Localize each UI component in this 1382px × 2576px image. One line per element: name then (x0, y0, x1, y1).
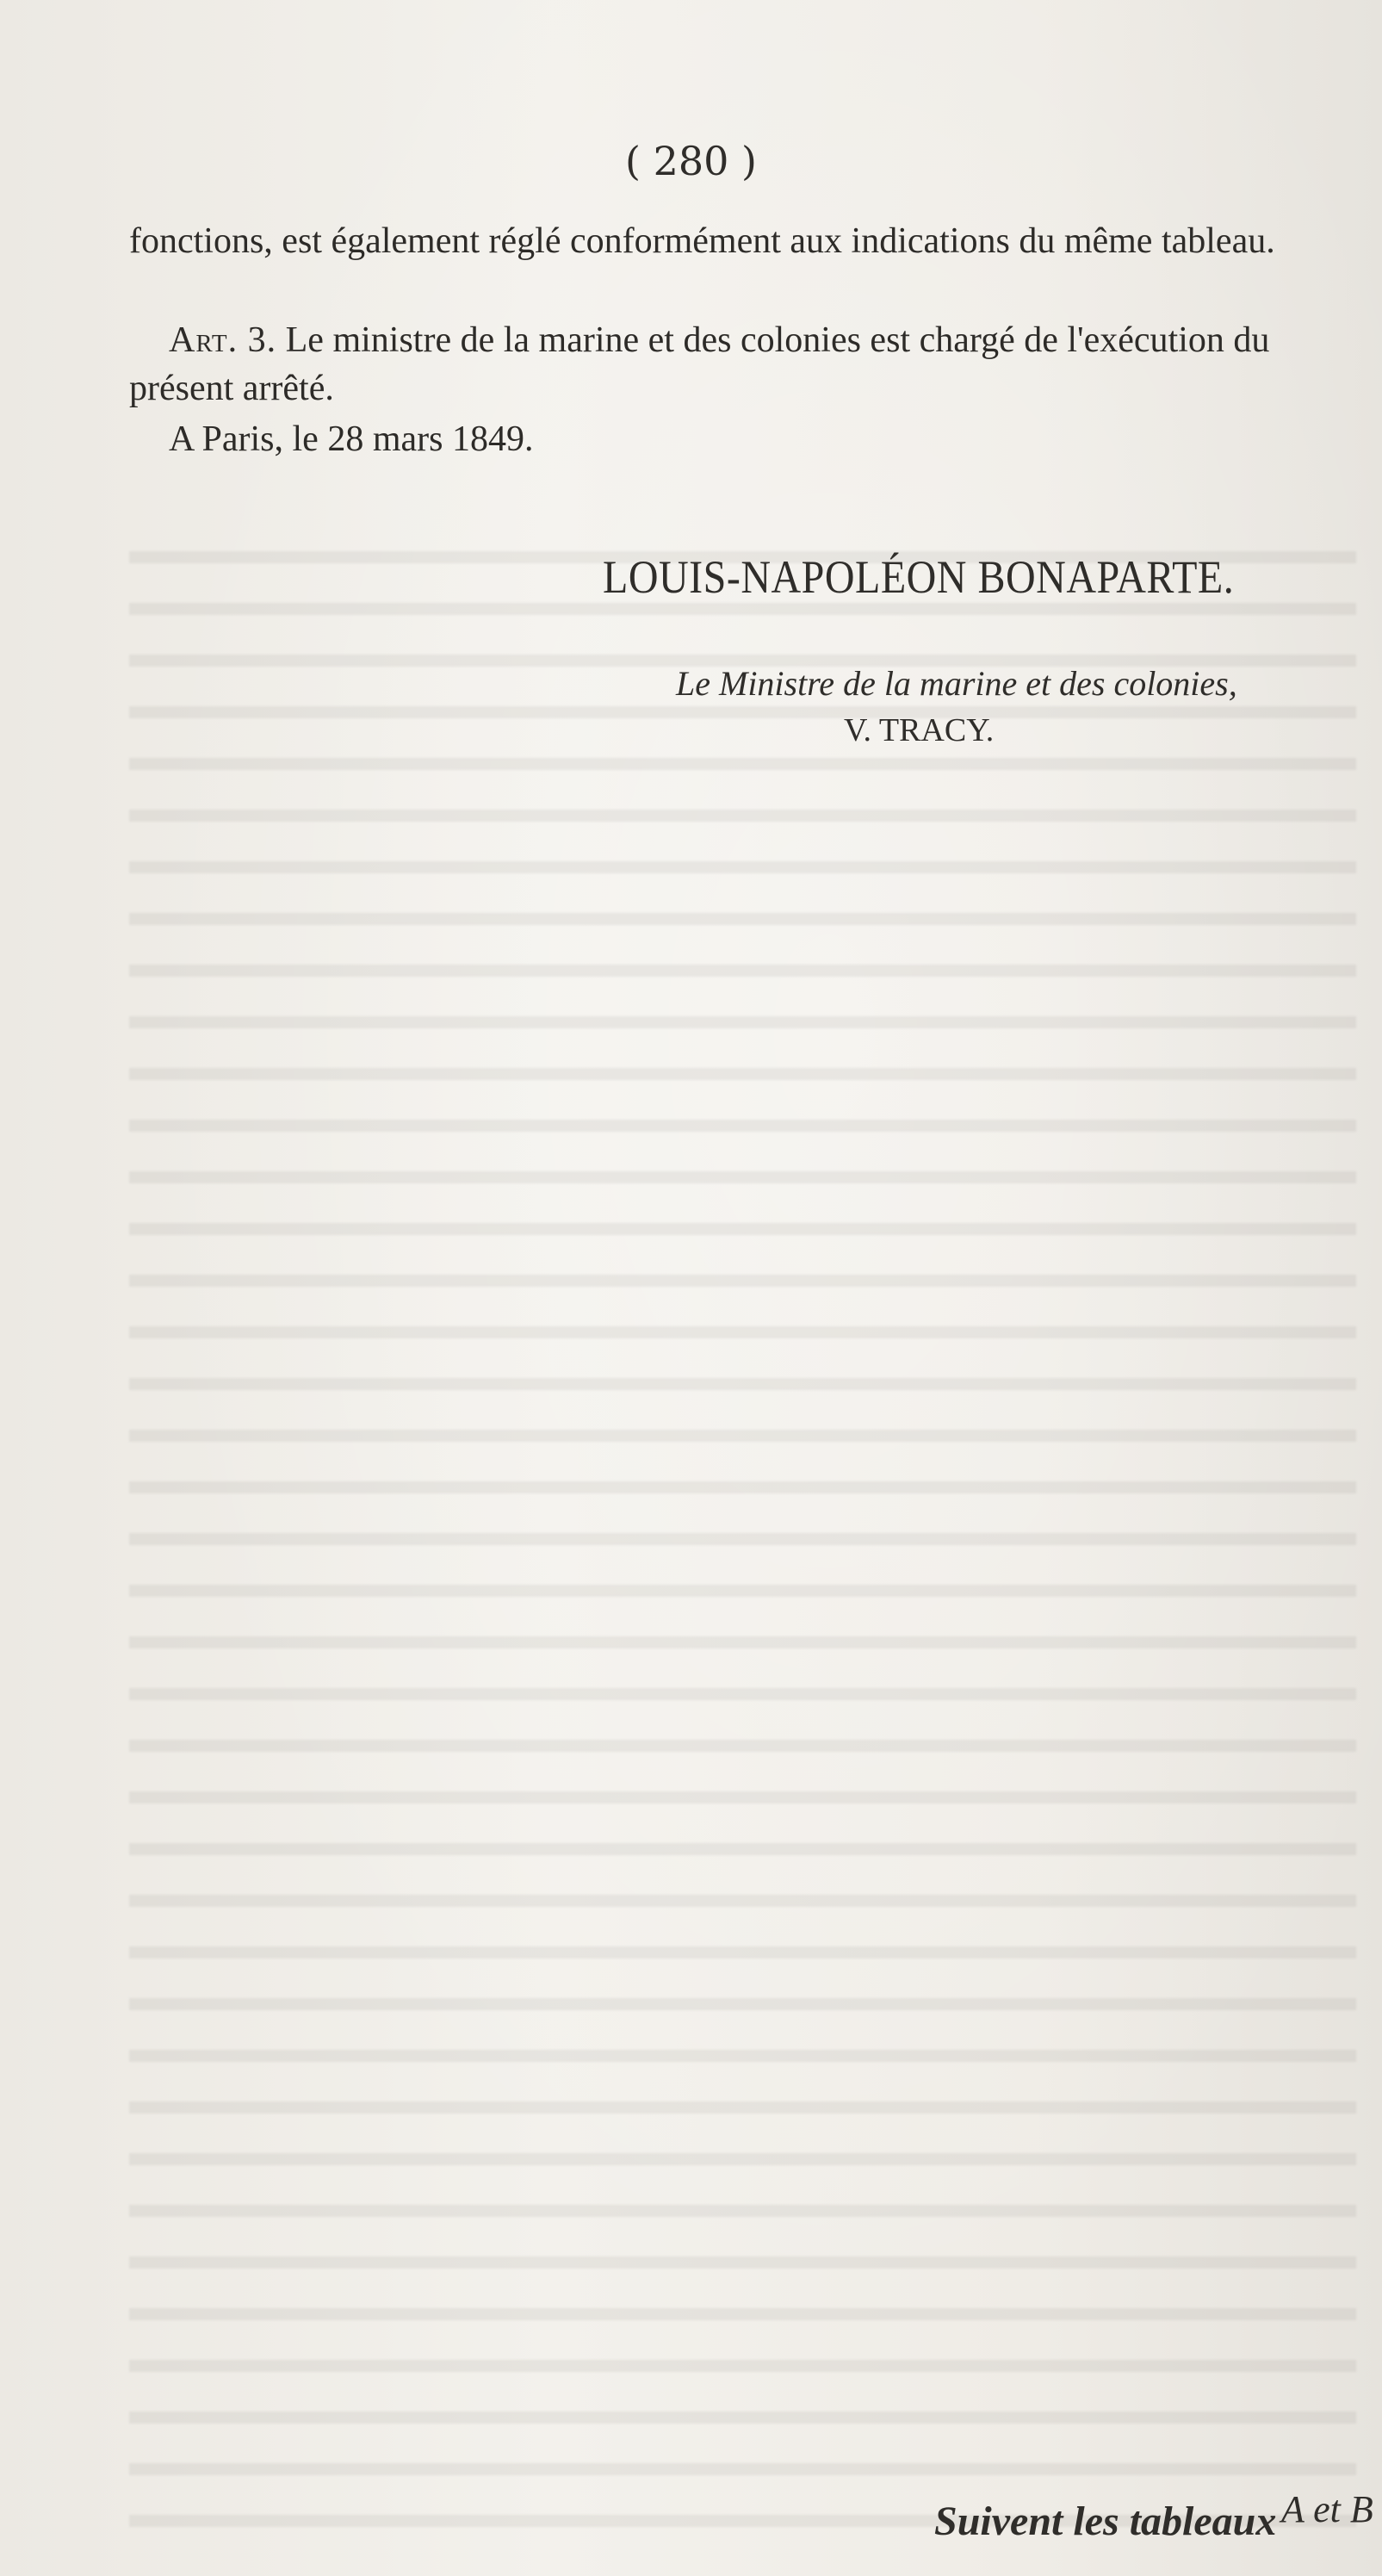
date-line: A Paris, le 28 mars 1849. (169, 419, 534, 459)
footer-handwritten-mark: A et B (1281, 2488, 1373, 2530)
minister-name: V. TRACY. (844, 712, 995, 748)
bleed-through-texture (129, 551, 1356, 2542)
page-number-header: ( 280 ) (625, 138, 757, 184)
paragraph-1: fonctions, est également réglé conformément aux indications du même tableau. (129, 221, 1275, 261)
minister-title: Le Ministre de la marine et des colonies, (676, 664, 1237, 703)
article-label: Art. 3. (169, 320, 277, 360)
footer-note: Suivent les tableaux (934, 2498, 1277, 2544)
signature-line: LOUIS-NAPOLÉON BONAPARTE. (603, 552, 1235, 604)
article-3-paragraph (129, 316, 1335, 413)
article-3-text: Le ministre de la marine et des colonies est chargé de l'exécution du présent arrêté. (129, 320, 1270, 408)
